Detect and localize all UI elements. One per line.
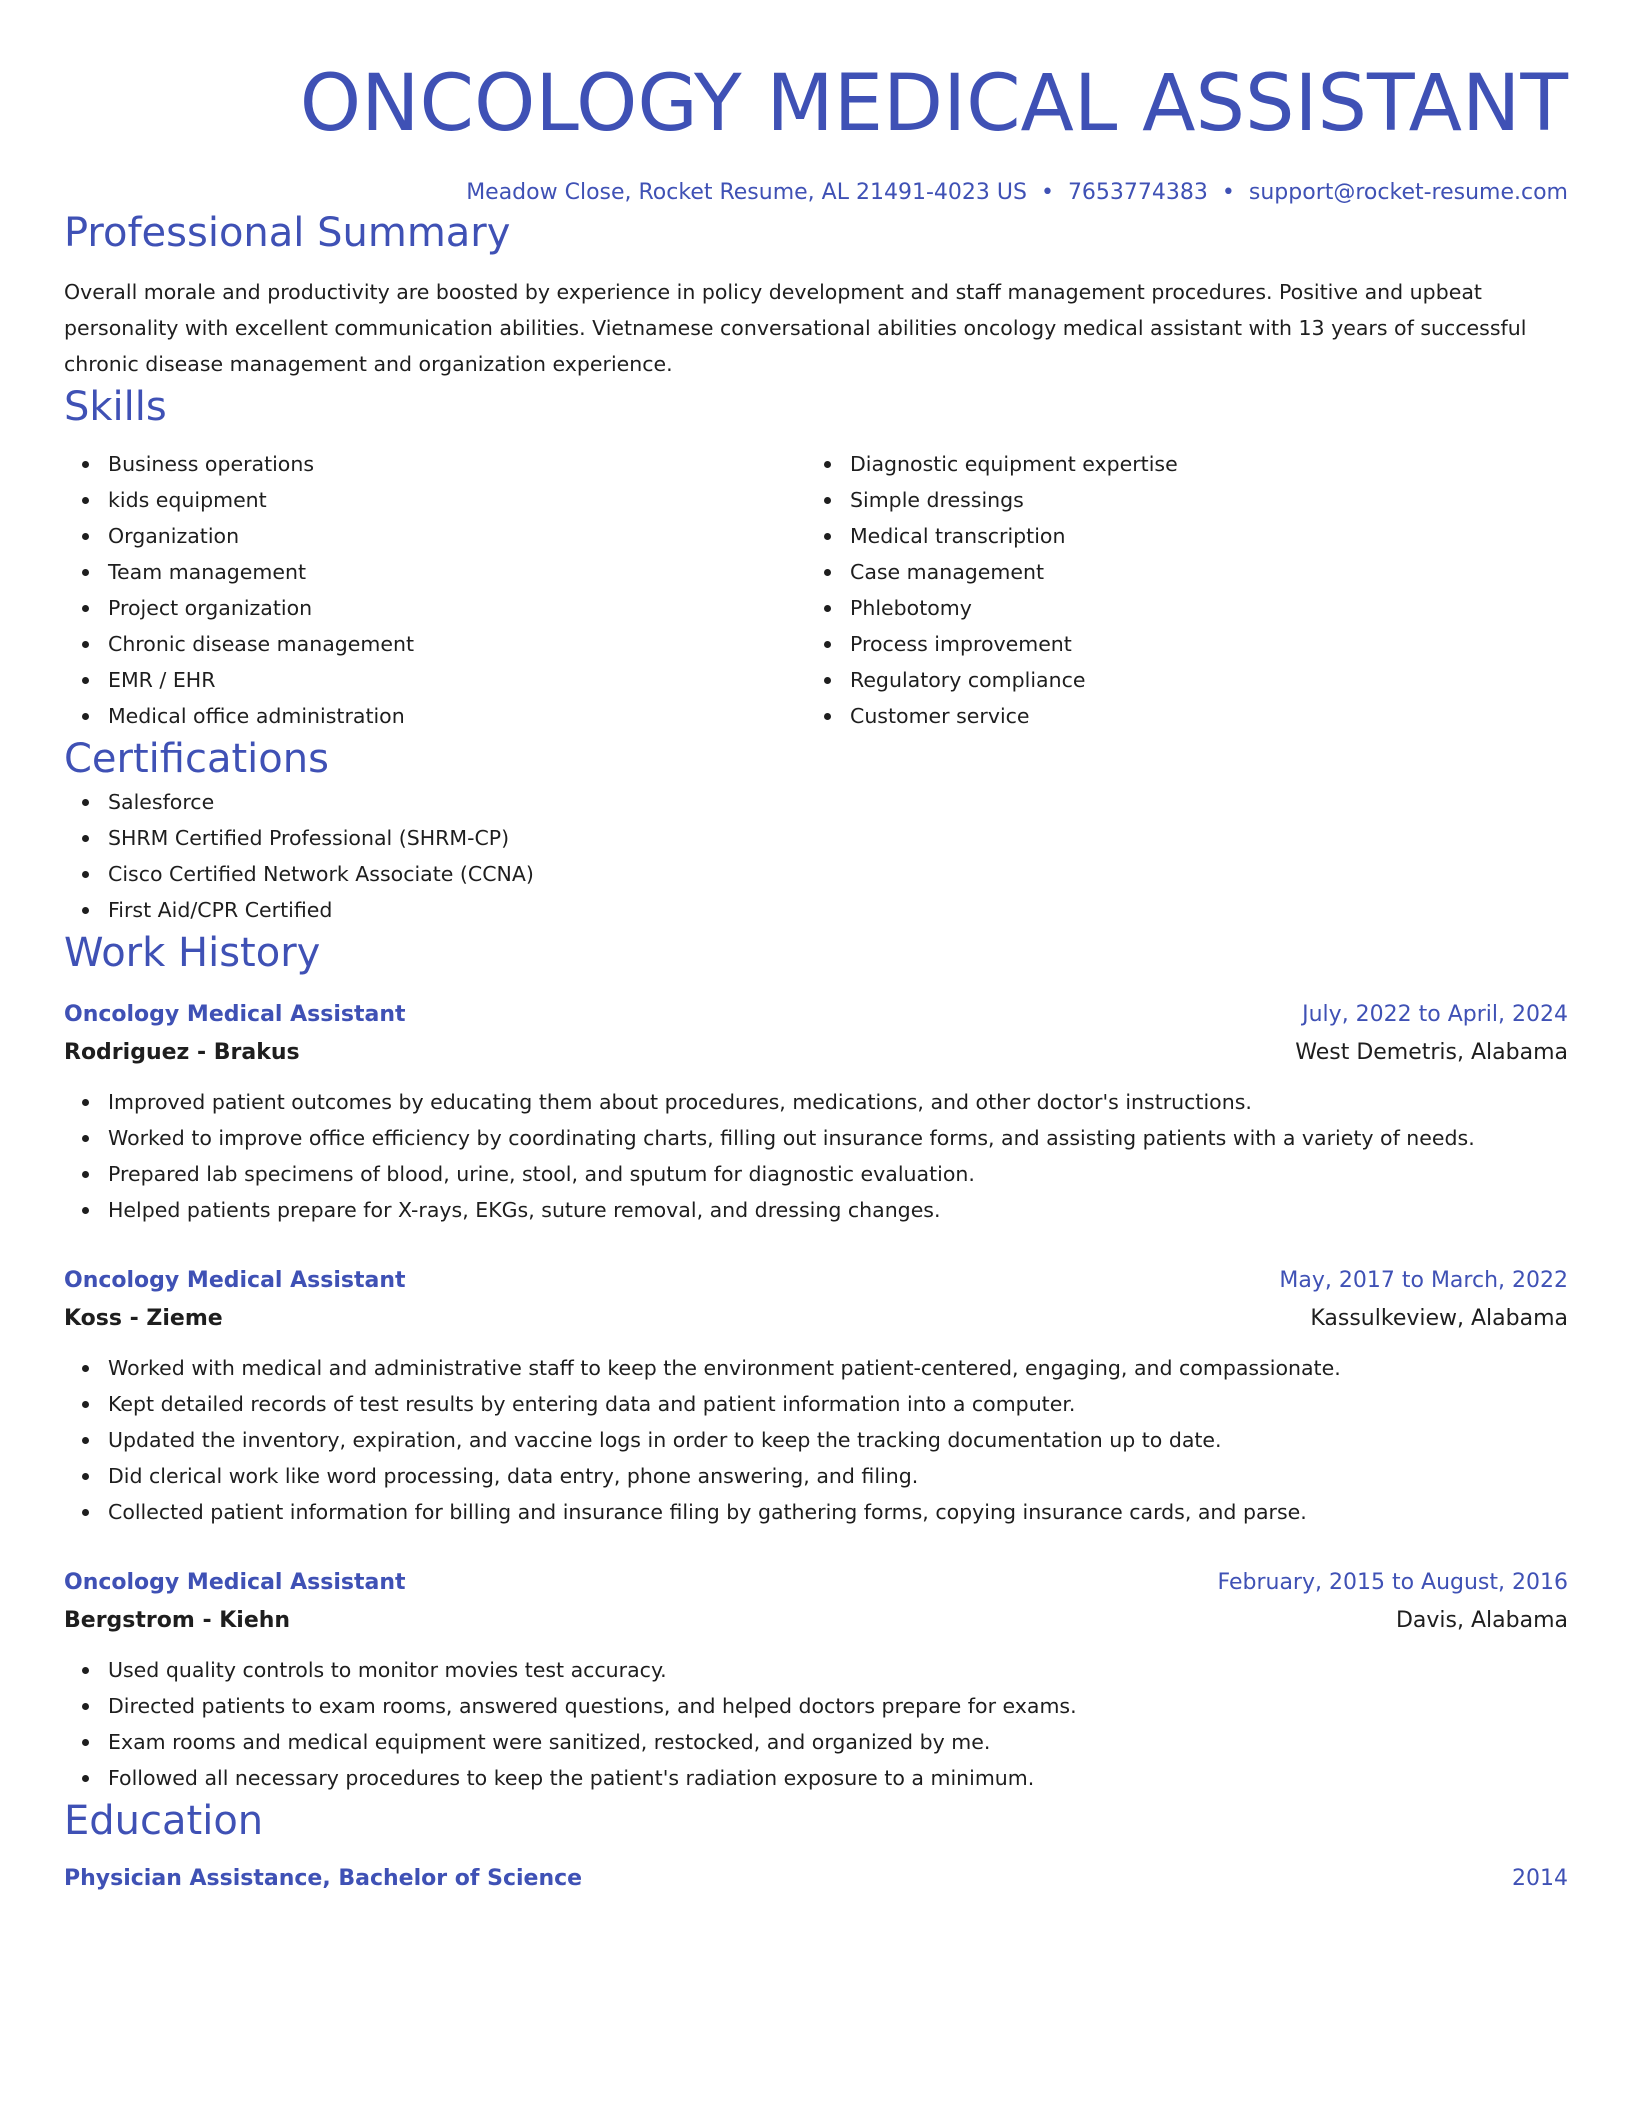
- separator-dot: •: [1040, 180, 1054, 205]
- certification-item: Cisco Certified Network Associate (CCNA): [108, 856, 1568, 892]
- skills-column-right: [806, 446, 1548, 734]
- certification-item: First Aid/CPR Certified: [108, 892, 1568, 928]
- job-location: West Demetris, Alabama: [1295, 1040, 1568, 1065]
- summary-text: Overall morale and productivity are boosted by experience in policy development and staff management procedures. Positive and upbeat personality with excellent communication abilities. Vietnamese conversational abilities oncology medical assistant with 13 years of successful chronic disease management and organization experience.: [64, 280, 1527, 376]
- skills-list-left: [64, 446, 806, 734]
- job-bullet: Followed all necessary procedures to keep the patient's radiation exposure to a minimum.: [108, 1760, 1568, 1796]
- skill-item: kids equipment: [108, 482, 806, 518]
- skill-item: Chronic disease management: [108, 626, 806, 662]
- education-year: 2014: [1512, 1866, 1568, 1891]
- skill-item: Regulatory compliance: [850, 662, 1548, 698]
- certification-item: SHRM Certified Professional (SHRM-CP): [108, 820, 1568, 856]
- skills-heading: Skills: [64, 384, 167, 430]
- job-bullet: Directed patients to exam rooms, answered questions, and helped doctors prepare for exams.: [108, 1688, 1568, 1724]
- job-bullet: Exam rooms and medical equipment were sanitized, restocked, and organized by me.: [108, 1724, 1568, 1760]
- job-bullet: Updated the inventory, expiration, and vaccine logs in order to keep the tracking documentation up to date.: [108, 1422, 1568, 1458]
- job-bullets: [64, 1652, 1568, 1796]
- candidate-title: ONCOLOGY MEDICAL ASSISTANT: [299, 59, 1568, 149]
- skill-item: Case management: [850, 554, 1548, 590]
- certifications-list: [64, 784, 1568, 928]
- job-bullet: Collected patient information for billing and insurance filing by gathering forms, copying insurance cards, and parse.: [108, 1494, 1568, 1530]
- job-bullet: Kept detailed records of test results by entering data and patient information into a computer.: [108, 1386, 1568, 1422]
- job-bullet: Improved patient outcomes by educating them about procedures, medications, and other doctor's instructions.: [108, 1084, 1568, 1120]
- job-title-row: [64, 1564, 1568, 1602]
- job-bullets: [64, 1084, 1568, 1228]
- job-title: Oncology Medical Assistant: [64, 1268, 406, 1293]
- skill-item: Business operations: [108, 446, 806, 482]
- skill-item: EMR / EHR: [108, 662, 806, 698]
- job-bullet: Used quality controls to monitor movies test accuracy.: [108, 1652, 1568, 1688]
- resume-page: [64, 0, 1568, 1898]
- email-link[interactable]: support@rocket-resume.com: [1248, 180, 1568, 205]
- skill-item: Diagnostic equipment expertise: [850, 446, 1548, 482]
- skill-item: Process improvement: [850, 626, 1548, 662]
- job-entry: [64, 1564, 1568, 1796]
- job-company-row: [64, 1300, 1568, 1338]
- skill-item: Simple dressings: [850, 482, 1548, 518]
- skill-item: Customer service: [850, 698, 1548, 734]
- skill-item: Medical office administration: [108, 698, 806, 734]
- certifications-heading: Certifications: [64, 736, 329, 782]
- education-heading: Education: [64, 1798, 264, 1844]
- job-company: Bergstrom - Kiehn: [64, 1608, 291, 1633]
- job-title-row: [64, 996, 1568, 1034]
- skill-item: Organization: [108, 518, 806, 554]
- skills-grid: [64, 446, 1568, 734]
- job-dates: February, 2015 to August, 2016: [1217, 1570, 1568, 1595]
- job-location: Davis, Alabama: [1395, 1608, 1568, 1633]
- address: Meadow Close, Rocket Resume, AL 21491-4023 US: [466, 180, 1027, 205]
- separator-dot: •: [1221, 180, 1235, 205]
- skill-item: Team management: [108, 554, 806, 590]
- work-history-heading: Work History: [64, 930, 321, 976]
- job-title: Oncology Medical Assistant: [64, 1570, 406, 1595]
- job-company: Koss - Zieme: [64, 1306, 223, 1331]
- skills-column-left: [64, 446, 806, 734]
- skill-item: Phlebotomy: [850, 590, 1548, 626]
- skills-list-right: [806, 446, 1548, 734]
- skill-item: Project organization: [108, 590, 806, 626]
- job-bullet: Helped patients prepare for X-rays, EKGs, suture removal, and dressing changes.: [108, 1192, 1568, 1228]
- job-bullets: [64, 1350, 1568, 1530]
- job-dates: May, 2017 to March, 2022: [1279, 1268, 1568, 1293]
- skill-item: Medical transcription: [850, 518, 1548, 554]
- job-entry: [64, 1262, 1568, 1530]
- summary-heading: Professional Summary: [64, 210, 511, 256]
- job-title-row: [64, 1262, 1568, 1300]
- job-title: Oncology Medical Assistant: [64, 1002, 406, 1027]
- job-company: Rodriguez - Brakus: [64, 1040, 300, 1065]
- job-company-row: [64, 1602, 1568, 1640]
- job-dates: July, 2022 to April, 2024: [1302, 1002, 1568, 1027]
- job-bullet: Did clerical work like word processing, data entry, phone answering, and filing.: [108, 1458, 1568, 1494]
- job-bullet: Worked with medical and administrative staff to keep the environment patient-centered, engaging, and compassionate.: [108, 1350, 1568, 1386]
- job-location: Kassulkeview, Alabama: [1310, 1306, 1568, 1331]
- certification-item: Salesforce: [108, 784, 1568, 820]
- job-company-row: [64, 1034, 1568, 1072]
- phone: 7653774383: [1067, 180, 1208, 205]
- job-bullet: Prepared lab specimens of blood, urine, stool, and sputum for diagnostic evaluation.: [108, 1156, 1568, 1192]
- education-row: [64, 1860, 1568, 1898]
- job-entry: [64, 996, 1568, 1228]
- education-degree: Physician Assistance, Bachelor of Science: [64, 1866, 583, 1891]
- job-bullet: Worked to improve office efficiency by coordinating charts, filling out insurance forms, and assisting patients with a variety of needs.: [108, 1120, 1568, 1156]
- contact-line: [64, 178, 1568, 208]
